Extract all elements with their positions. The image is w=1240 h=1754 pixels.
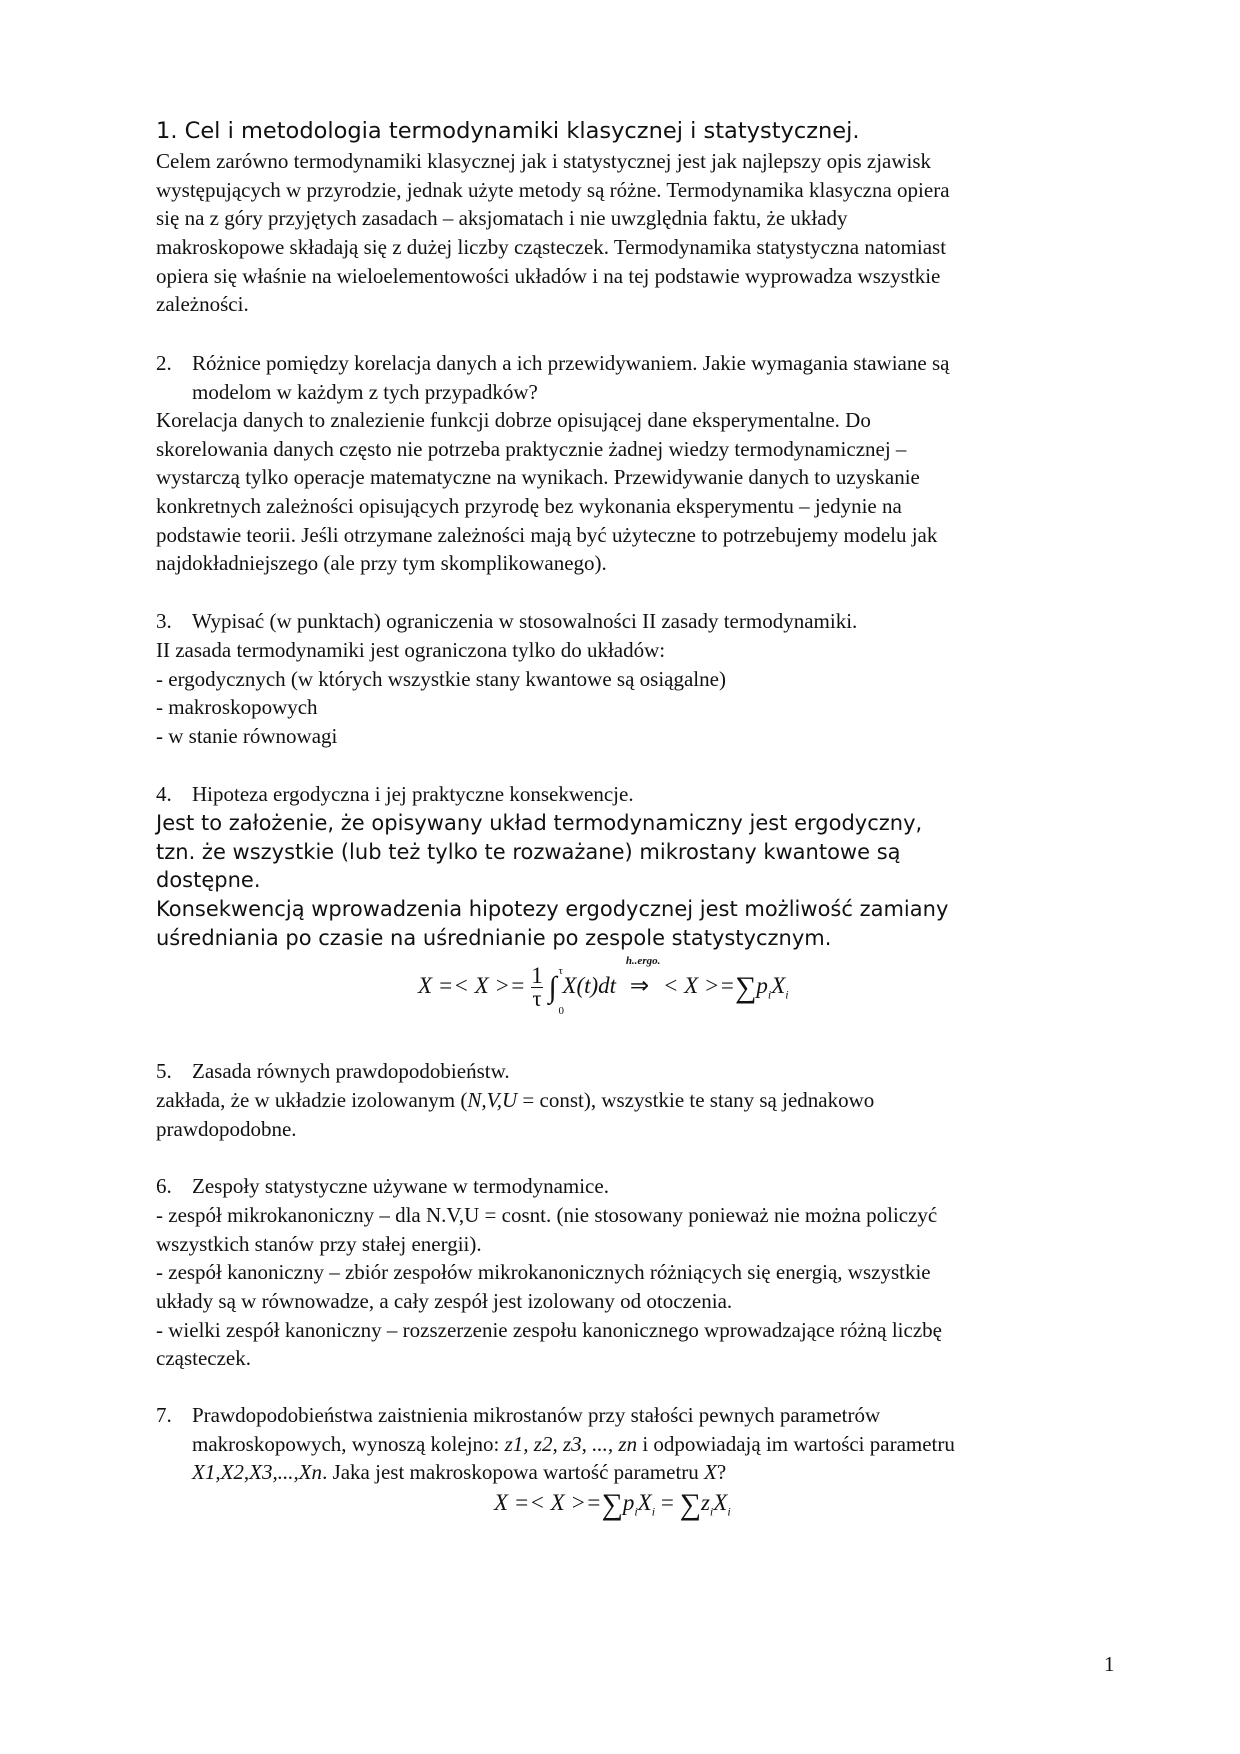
section-5-body: zakłada, że w układzie izolowanym (N,V,U = const), wszystkie te stany są jednakowo prawdopodobne. [156, 1088, 875, 1141]
question-line: 4. Hipoteza ergodyczna i jej praktyczne konsekwencje. [156, 780, 1116, 809]
text-line: cząsteczek. [156, 1346, 252, 1371]
text-line: - makroskopowych [156, 695, 318, 720]
section-4-body [156, 809, 1116, 952]
text-line: Korelacja danych to znalezienie funkcji dobrze opisującej dane eksperymentalne. Do [156, 408, 871, 432]
question-line: 5. Zasada równych prawdopodobieństw. [156, 1057, 1116, 1086]
text-line: tzn. że wszystkie (lub też tylko te rozważane) mikrostany kwantowe są [156, 839, 901, 864]
text-line: się na z góry przyjętych zasadach – aksjomatach i nie uwzględnia faktu, że układy [156, 206, 848, 231]
question-line: modelom w każdym z tych przypadków? [192, 379, 538, 404]
question-5 [156, 1057, 1116, 1086]
question-number: 6. [156, 1174, 172, 1198]
question-4 [156, 780, 1116, 809]
text-line: wszystkich stanów przy stałej energii). [156, 1231, 482, 1256]
text-line: zależności. [156, 292, 249, 317]
question-line: 6. Zespoły statystyczne używane w termodynamice. [156, 1172, 1116, 1201]
text-line: dostępne. [156, 868, 261, 893]
question-number: 4. [156, 782, 172, 806]
question-number: 3. [156, 609, 172, 633]
question-6 [156, 1172, 1116, 1201]
text-line: konkretnych zależności opisujących przyrodę bez wykonania eksperymentu – jedynie na [156, 494, 902, 519]
ergodic-formula: X =< X >= $\frac{1}{\tau}$ ∫ τ 0 X(t)dt h..ergo. ⇒ < $X >=\sum p_iX_i$ [418, 954, 789, 1017]
macroscopic-value-formula: $X =< X >=\sum p_iX_i = \sum z_iX_i$ [494, 1488, 731, 1521]
fraction: $\frac{1}{\tau}$ [531, 963, 543, 1011]
text-line: Jest to założenie, że opisywany układ termodynamiczny jest ergodyczny, [156, 811, 923, 835]
text-line: podstawie teorii. Jeśli otrzymane zależności mają być użyteczne to potrzebujemy modelu jak [156, 522, 938, 547]
integrand: X(t)dt [562, 972, 617, 998]
section-2-body [156, 406, 1116, 578]
implies-arrow: h..ergo. ⇒ [625, 954, 661, 998]
text-line: - zespół mikrokanoniczny – dla N.V,U = cosnt. (nie stosowany ponieważ nie można policzyć [156, 1203, 938, 1227]
text-line: opiera się właśnie na wieloelementowości układów i na tej podstawie wyprowadza wszystkie [156, 263, 941, 288]
section-6-body [156, 1201, 1116, 1373]
text-line: - ergodycznych (w których wszystkie stany kwantowe są osiągalne) [156, 666, 726, 691]
question-line: 2. Różnice pomiędzy korelacja danych a ich przewidywaniem. Jakie wymagania stawiane są [156, 349, 1116, 378]
text-line: makroskopowe składają się z dużej liczby cząsteczek. Termodynamika statystyczna natomiast [156, 235, 947, 260]
text-line: II zasada termodynamiki jest ograniczona tylko do układów: [156, 638, 666, 662]
text-line: - zespół kanoniczny – zbiór zespołów mikrokanonicznych różniących się energią, wszystkie [156, 1260, 931, 1285]
question-7: 7. Prawdopodobieństwa zaistnienia mikrostanów przy stałości pewnych parametrów makroskopowych, wynoszą kolejno: z1, z2, z3, ..., zn i odpowiadają im wartości parametru X1,X2,X3,...,Xn. Jaka jest makroskopowa wartość parametru X? [156, 1403, 955, 1485]
question-3 [156, 607, 1116, 636]
integral: ∫ τ 0 [548, 964, 564, 1017]
text-line: - wielki zespół kanoniczny – rozszerzenie zespołu kanonicznego wprowadzające różną liczbę [156, 1317, 942, 1342]
heading-1: 1. Cel i metodologia termodynamiki klasycznej i statystycznej. [156, 118, 860, 144]
section-3-body [156, 636, 1116, 751]
text-line: występujących w przyrodzie, jednak użyte metody są różne. Termodynamika klasyczna opiera [156, 177, 950, 202]
text-line: najdokładniejszego (ale przy tym skomplikowanego). [156, 551, 607, 576]
text-line: układy są w równowadze, a cały zespół jest izolowany od otoczenia. [156, 1289, 733, 1314]
text-line: Celem zarówno termodynamiki klasycznej jak i statystycznej jest jak najlepszy opis zjawisk [156, 149, 932, 173]
question-line: 3. Wypisać (w punktach) ograniczenia w stosowalności II zasady termodynamiki. [156, 607, 1116, 636]
question-2 [156, 349, 1116, 406]
question-number: 2. [156, 351, 172, 375]
text-line: - w stanie równowagi [156, 724, 338, 749]
text-line: wystarczą tylko operacje matematyczne na wynikach. Przewidywanie danych to uzyskanie [156, 465, 920, 490]
formula-lhs: X =< X >= [418, 972, 526, 998]
sum-sign: ∑ [734, 970, 757, 1004]
text-line: skorelowania danych często nie potrzeba praktycznie żadnej wiedzy termodynamicznej – [156, 436, 907, 461]
text-line: Konsekwencją wprowadzenia hipotezy ergodycznej jest możliwość zamiany [156, 897, 949, 922]
formula-rhs: < X >= [662, 972, 735, 998]
page-number: 1 [1104, 1652, 1115, 1676]
text-line: uśredniania po czasie na uśrednianie po zespole statystycznym. [156, 925, 832, 950]
section-1-body [156, 147, 1116, 319]
question-number: 5. [156, 1059, 172, 1083]
